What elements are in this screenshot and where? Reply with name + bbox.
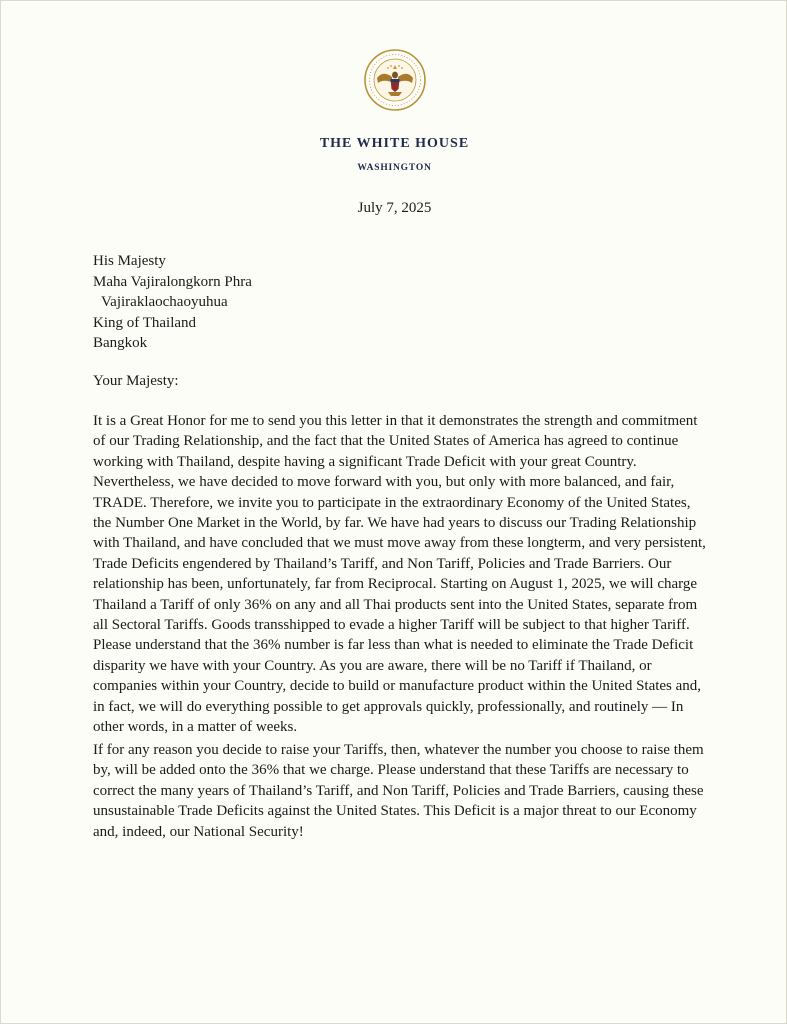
recipient-line: His Majesty (93, 253, 166, 269)
letterhead-city: WASHINGTON (357, 163, 432, 173)
salutation: Your Majesty: (93, 373, 179, 389)
recipient-address (93, 251, 252, 354)
recipient-line: Maha Vajiralongkorn Phra (93, 273, 252, 290)
body-paragraph: If for any reason you decide to raise your Tariffs, then, whatever the number you choose to raise them by, will be added onto the 36% that we charge. Please understand that these Tariffs are necessary to correct the many years of Thailand’s Tariff, and Non Tariff, Policies and Trade Barriers, causing these unsustainable Trade Deficits against the United States. This Deficit is a major threat to our Economy and, indeed, our National Security! (93, 742, 704, 840)
recipient-line: King of Thailand (93, 314, 197, 331)
recipient-line: Vajiraklaochaoyuhua (101, 294, 228, 310)
recipient-line: Bangkok (93, 335, 148, 351)
body-paragraph: It is a Great Honor for me to send you this letter in that it demonstrates the strength and commitment of our Trading Relationship, and the fact that the United States of America has agreed to continue working with Thailand, despite having a significant Trade Deficit with your great Country. Nevertheless, we have decided to move forward with you, but only with more balanced, and fair, TRADE. Therefore, we invite you to participate in the extraordinary Economy of the United States, the Number One Market in the World, by far. We have had years to discuss our Trading Relationship with Thailand, and have concluded that we must move away from these longterm, and very persistent, Trade Deficits engendered by Thailand’s Tariff, and Non Tariff, Policies and Trade Barriers. Our relationship has been, unfortunately, far from Reciprocal. Starting on August 1, 2025, we will charge Thailand a Tariff of only 36% on any and all Thai products sent into the United States, separate from all Sectoral Tariffs. Goods transshipped to evade a higher Tariff will be subject to that higher Tariff. Please understand that the 36% number is far less than what is needed to eliminate the Trade Deficit disparity we have with your Country. As you are aware, there will be no Tariff if Thailand, or companies within your Country, decide to build or manufacture product within the United States and, in fact, we will do everything possible to get approvals quickly, professionally, and routinely — In other words, in a matter of weeks. (93, 413, 706, 736)
letter-date: July 7, 2025 (357, 200, 432, 216)
letterhead-title: THE WHITE HOUSE (319, 136, 470, 151)
presidential-seal-icon (363, 48, 427, 112)
